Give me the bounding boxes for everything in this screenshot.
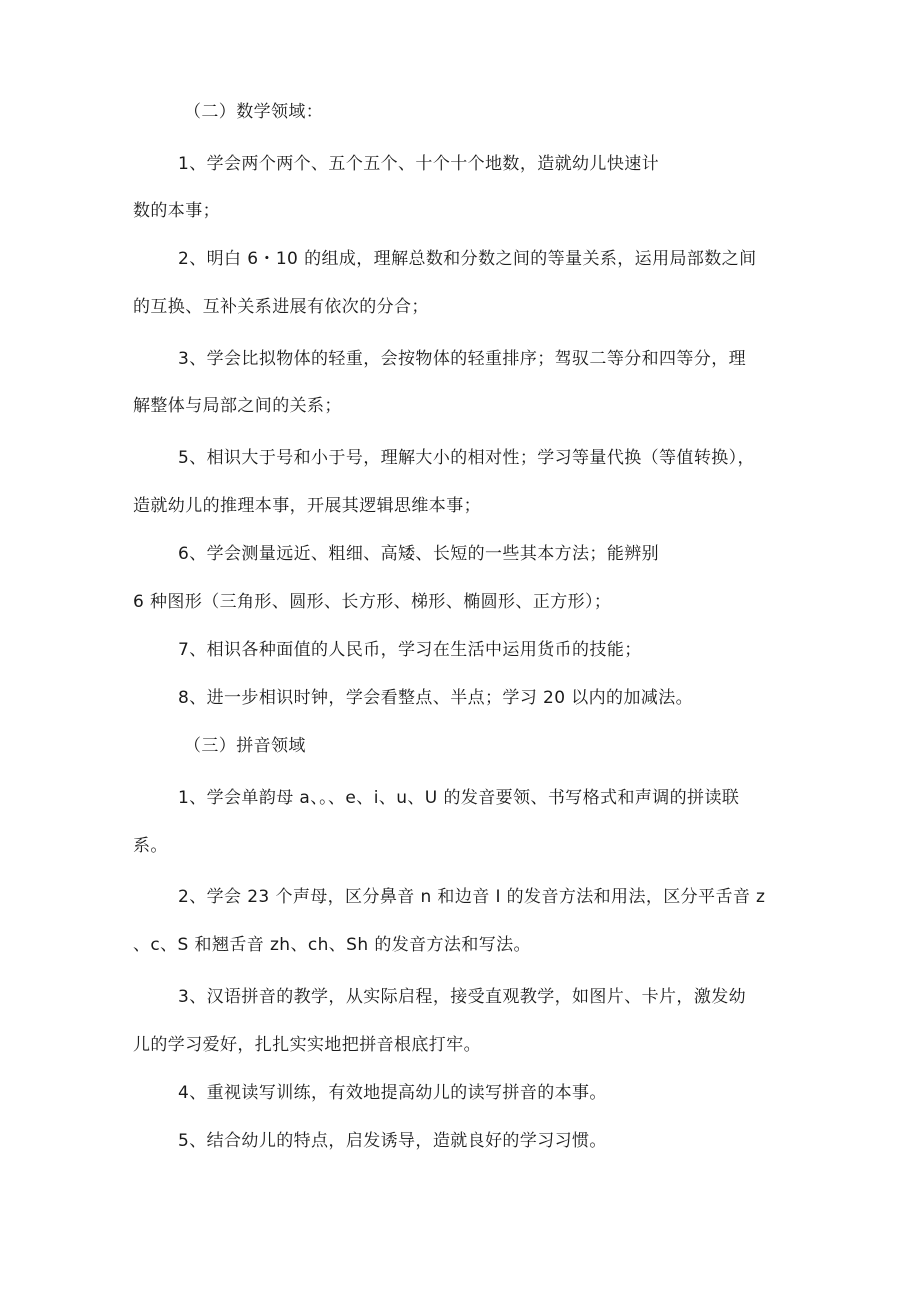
- paragraph-line: 8、进一步相识时钟，学会看整点、半点；学习 20 以内的加减法。: [178, 688, 694, 708]
- paragraph-line: 5、结合幼儿的特点，启发诱导，造就良好的学习习惯。: [178, 1131, 607, 1151]
- paragraph-line: 1、学会两个两个、五个五个、十个十个地数，造就幼儿快速计: [178, 154, 660, 174]
- paragraph-line: 3、学会比拟物体的轻重，会按物体的轻重排序；驾驭二等分和四等分，理: [178, 349, 747, 369]
- paragraph-line: 4、重视读写训练，有效地提高幼儿的读写拼音的本事。: [178, 1083, 607, 1103]
- paragraph-line: 、c、S 和翘舌音 zh、ch、Sh 的发音方法和写法。: [133, 935, 531, 955]
- section-heading-pinyin: （三）拼音领域: [184, 736, 306, 756]
- paragraph-line: 6、学会测量远近、粗细、高矮、长短的一些其本方法；能辨别: [178, 544, 660, 564]
- paragraph-line: 系。: [133, 836, 168, 856]
- paragraph-line: 1、学会单韵母 a、。、e、i、u、U 的发音要领、书写格式和声调的拼读联: [178, 788, 740, 808]
- section-heading-math: （二）数学领域：: [184, 102, 324, 122]
- paragraph-line: 数的本事；: [133, 201, 220, 221]
- paragraph-line: 5、相识大于号和小于号，理解大小的相对性；学习等量代换（等值转换），: [178, 448, 755, 468]
- paragraph-line: 7、相识各种面值的人民币，学习在生活中运用货币的技能；: [178, 640, 642, 660]
- paragraph-line: 解整体与局部之间的关系；: [133, 396, 342, 416]
- paragraph-line: 的互换、互补关系进展有依次的分合；: [133, 297, 429, 317]
- paragraph-line: 2、明白 6・10 的组成，理解总数和分数之间的等量关系，运用局部数之间: [178, 249, 757, 269]
- paragraph-line: 造就幼儿的推理本事，开展其逻辑思维本事；: [133, 496, 481, 516]
- paragraph-line: 2、学会 23 个声母，区分鼻音 n 和边音 I 的发音方法和用法，区分平舌音 z: [178, 887, 766, 907]
- paragraph-line: 3、汉语拼音的教学，从实际启程，接受直观教学，如图片、卡片，激发幼: [178, 987, 747, 1007]
- paragraph-line: 儿的学习爱好，扎扎实实地把拼音根底打牢。: [133, 1035, 481, 1055]
- paragraph-line: 6 种图形（三角形、圆形、长方形、梯形、椭圆形、正方形）；: [133, 592, 612, 612]
